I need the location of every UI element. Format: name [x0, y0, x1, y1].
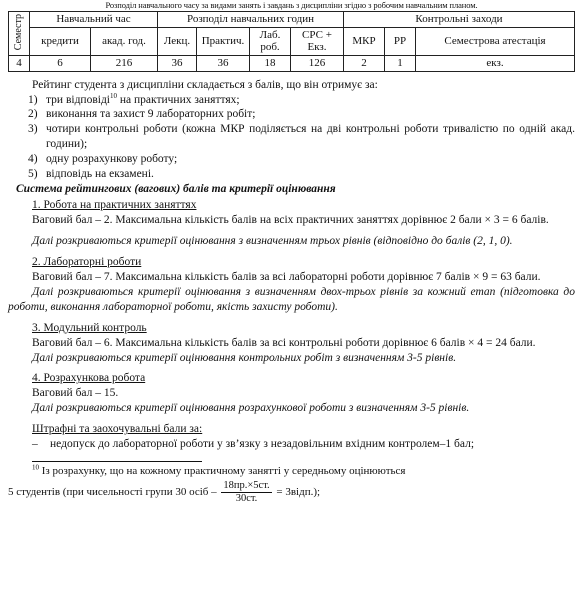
header-distribution: Розподіл навчальних годин: [158, 12, 344, 28]
table-cell: 1: [385, 55, 416, 71]
section-weight: Ваговий бал – 6. Максимальна кількість балів за всі контрольні роботи дорівнює 6 балів × 4 = 24 бали.: [32, 336, 536, 349]
subheader-practical: Практич.: [197, 27, 250, 55]
subheader-acad-hours: акад. год.: [91, 27, 158, 55]
list-item: 3) чотири контрольні роботи (кожна МКР поділяється на дві контрольні роботи тривалістю по одній акад. години);: [28, 123, 575, 151]
section-criteria: Далі розкриваються критерії оцінювання розрахункової роботи з визначенням 3-5 рівнів.: [32, 402, 470, 415]
study-plan-table: [8, 11, 575, 72]
table-cell: 4: [9, 55, 30, 71]
table-cell: 18: [250, 55, 291, 71]
header-study-hours: Навчальний час: [30, 12, 158, 28]
section-title: 3. Модульний контроль: [32, 321, 147, 334]
table-subheader-row: [9, 27, 575, 55]
section-weight: Ваговий бал – 15.: [32, 387, 119, 400]
section-criteria: Далі розкриваються критерії оцінювання з визначенням трьох рівнів (відповідно до балів (2, 1, 0).: [32, 234, 513, 247]
list-item: 4) одну розрахункову роботу;: [28, 153, 178, 166]
header-semester: Семестр: [9, 12, 30, 56]
table-cell: 2: [344, 55, 385, 71]
subheader-srs: СРС + Екз.: [291, 27, 344, 55]
subheader-lectures: Лекц.: [158, 27, 197, 55]
footnote-separator: [32, 461, 202, 462]
table-cell: 36: [158, 55, 197, 71]
table-cell: 36: [197, 55, 250, 71]
section-criteria: Далі розкриваються критерії оцінювання контрольних робіт з визначенням 3-5 рівнів.: [32, 351, 457, 364]
subheader-credits: кредити: [30, 27, 91, 55]
list-item: 2) виконання та захист 9 лабораторних робіт;: [28, 108, 256, 121]
section-title: 2. Лабораторні роботи: [32, 255, 142, 268]
subheader-mkr: МКР: [344, 27, 385, 55]
penalties-list: [32, 437, 575, 452]
penalties-title: Штрафні та заохочувальні бали за:: [32, 423, 203, 436]
table-cell: екз.: [416, 55, 575, 71]
table-cell: 216: [91, 55, 158, 71]
section-title: 4. Розрахункова робота: [32, 372, 146, 385]
subheader-rr: РР: [385, 27, 416, 55]
list-item: – недопуск до лабораторної роботи у зв’язку з незадовільним вхідним контролем–1 бал;: [32, 438, 475, 451]
footnote-fraction: $\frac{18пр.\times 5ст.}{30ст.}$: [223, 480, 270, 505]
footnote-ref: 10: [110, 91, 117, 100]
footnote: $^{10}$ Із розрахунку, що на кожному практичному занятті у середньому оцінюються 5 студентів (при чисельності групи 30 осіб – $\frac{18пр.\times 5ст.}{30ст.}$ = 3відп.);: [8, 463, 406, 505]
section-criteria: Далі розкриваються критерії оцінювання з визначенням двох-трьох рівнів за кожний етап (підготовка до роботи, виконання лабораторної роботи, якість захисту роботи).: [8, 285, 575, 313]
table-row: [9, 55, 575, 71]
dash-bullet: –: [32, 438, 38, 451]
table-cell: 6: [30, 55, 91, 71]
list-item: 1) три відповіді$^{10}$ на практичних заняттях;: [28, 91, 240, 106]
section-title: 1. Робота на практичних заняттях: [32, 199, 197, 212]
subheader-lab: Лаб. роб.: [250, 27, 291, 55]
table-caption: Розподіл навчального часу за видами занять і завдань з дисципліни згідно з робочим навчальним планом.: [105, 0, 478, 10]
rating-intro: Рейтинг студента з дисципліни складається з балів, що він отримує за:: [32, 78, 378, 91]
footnote-mark: 10: [32, 463, 39, 472]
table-cell: 126: [291, 55, 344, 71]
header-control: Контрольні заходи: [344, 12, 575, 28]
subheader-attestation: Семестрова атестація: [416, 27, 575, 55]
table-header-row: [9, 12, 575, 28]
list-item: 5) відповідь на екзамені.: [28, 168, 154, 181]
section-weight: Ваговий бал – 7. Максимальна кількість балів за всі лабораторні роботи дорівнює 7 балів × 9 = 63 бали.: [32, 270, 541, 283]
section-weight: Ваговий бал – 2. Максимальна кількість балів на всіх практичних заняттях дорівнює 2 бали × 3 = 6 балів.: [32, 214, 549, 226]
system-heading: Система рейтингових (вагових) балів та критерії оцінювання: [16, 183, 336, 196]
rating-components-list: [28, 93, 575, 183]
